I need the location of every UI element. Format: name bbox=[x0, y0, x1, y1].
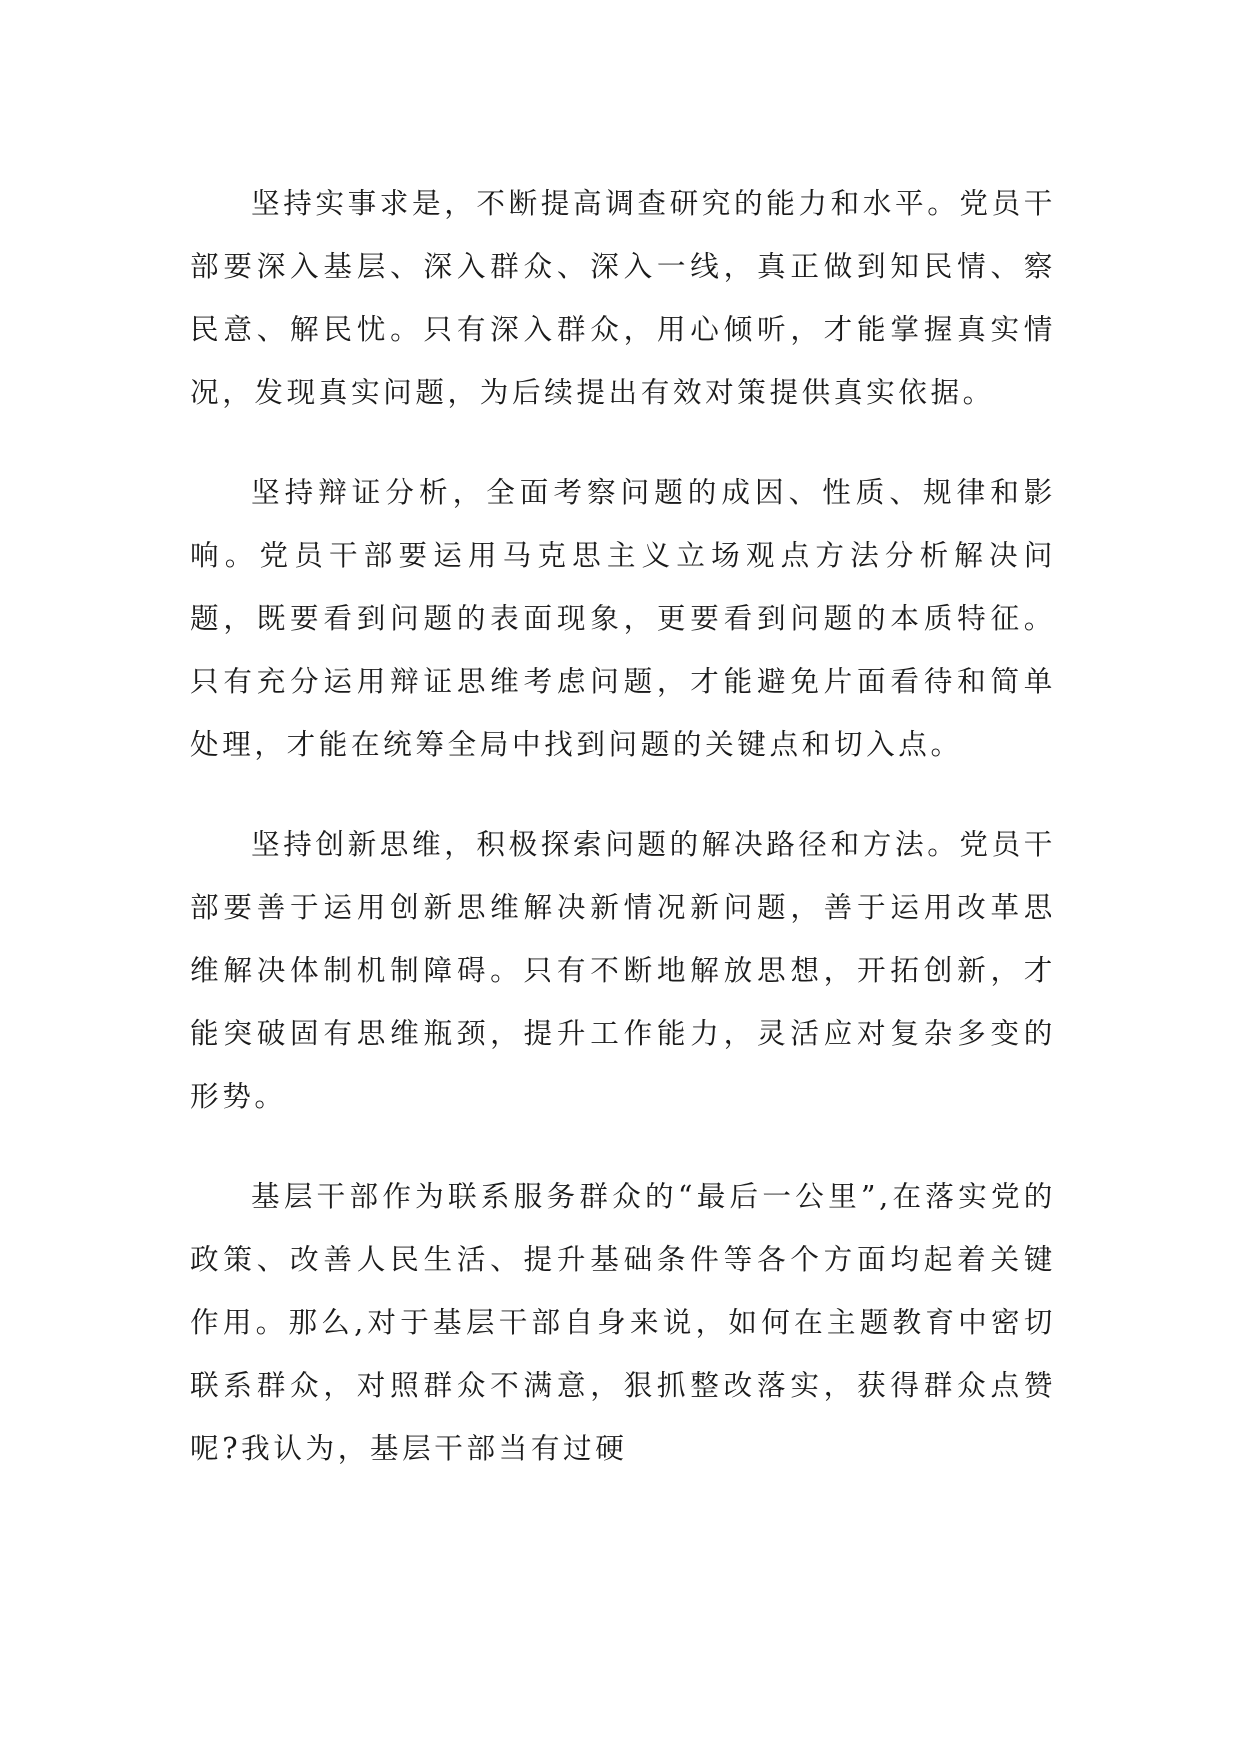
paragraph-4: 基层干部作为联系服务群众的“最后一公里”,在落实党的政策、改善人民生活、提升基础条件等各个方面均起着关键作用。那么,对于基层干部自身来说，如何在主题教育中密切联系群众，对照群众不满意，狠抓整改落实，获得群众点赞呢?我认为，基层干部当有过硬 bbox=[190, 1179, 1056, 1465]
paragraph-2: 坚持辩证分析，全面考察问题的成因、性质、规律和影响。党员干部要运用马克思主义立场观点方法分析解决问题，既要看到问题的表面现象，更要看到问题的本质特征。只有充分运用辩证思维考虑问题，才能避免片面看待和简单处理，才能在统筹全局中找到问题的关键点和切入点。 bbox=[190, 475, 1056, 761]
paragraph-3: 坚持创新思维，积极探索问题的解决路径和方法。党员干部要善于运用创新思维解决新情况新问题，善于运用改革思维解决体制机制障碍。只有不断地解放思想，开拓创新，才能突破固有思维瓶颈，提升工作能力，灵活应对复杂多变的形势。 bbox=[190, 827, 1056, 1113]
paragraph-1: 坚持实事求是，不断提高调查研究的能力和水平。党员干部要深入基层、深入群众、深入一线，真正做到知民情、察民意、解民忧。只有深入群众，用心倾听，才能掌握真实情况，发现真实问题，为后续提出有效对策提供真实依据。 bbox=[190, 186, 1056, 409]
document-body bbox=[190, 172, 1056, 1480]
